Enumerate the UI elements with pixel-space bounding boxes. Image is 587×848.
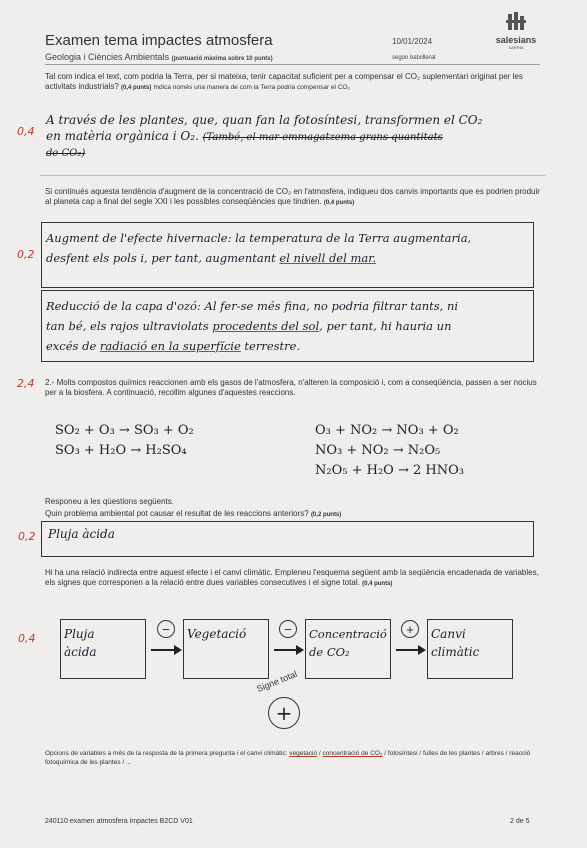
answer-text: tan bé, els rajos ultraviolats	[46, 319, 209, 333]
footer-code: 240110 examen atmosfera impactes B2CD V01	[45, 818, 193, 825]
page-number: 2 de 5	[510, 818, 530, 825]
equation: SO₂ + O₃ → SO₃ + O₂	[55, 423, 194, 438]
exam-date: 10/01/2024	[392, 37, 433, 46]
scheme-box-3-text: Concentració de CO₂	[309, 627, 387, 659]
section-divider	[40, 175, 545, 176]
header-rule	[45, 64, 540, 65]
equation: NO₃ + NO₂ → N₂O₅	[315, 443, 441, 458]
equation: O₃ + NO₂ → NO₃ + O₂	[315, 423, 459, 438]
course: segon batxillerat	[392, 55, 436, 61]
variable-options	[45, 749, 540, 767]
scheme-box-1-text: Pluja àcida	[64, 627, 97, 659]
question-2-points: (0,4 punts)	[323, 200, 355, 206]
sub-answer-text: Pluja àcida	[48, 527, 115, 541]
scheme-box-2-text: Vegetació	[187, 627, 247, 641]
answer-text: , per tant, hi hauria un	[319, 319, 452, 333]
options-intro: Opcions de variables a més de la resposta de la primera pregunta i el canvi climàtic:	[45, 750, 288, 757]
sign-circle-1[interactable]: −	[157, 620, 175, 638]
sub-question-text: Quin problema ambiental pot causar el resultat de les reaccions anteriors?	[45, 509, 309, 518]
question-1	[45, 72, 540, 93]
scheme-arrow	[274, 649, 297, 651]
answer-text: excés de	[46, 339, 97, 353]
question-1-instruction: Indica només una manera de com la Terra podria compensar el CO₂	[153, 84, 351, 91]
logo-subtext: SARRIÀ	[508, 45, 524, 50]
question-2-grade: 0,2	[17, 248, 35, 261]
scheme-arrow	[151, 649, 175, 651]
scheme-arrow-head	[418, 645, 426, 655]
answer-line: Augment de l'efecte hivernacle: la temperatura de la Terra augmentaria,	[46, 231, 472, 245]
total-sign-label: Signe total	[255, 668, 299, 694]
scheme-arrow-head	[174, 645, 182, 655]
answer-text: terrestre.	[244, 339, 301, 353]
question-1-text: Tal com indica el text, com podria la Terra, per si mateixa, tenir capacitat suficient per a compensar el CO₂ suplementari originat per les activitats industrials?	[45, 72, 523, 91]
answer-text: desfent els pols i, per tant, augmentant	[46, 251, 276, 265]
question-4-text: Hi ha una relació indirecta entre aquest efecte i el canvi climàtic. Empleneu l'esquema següent amb la seqüència encadenada de variables, els signes que corresponen a la relació entre dues variables consecutives i el signe total.	[45, 568, 539, 587]
question-4-points: (0,4 punts)	[362, 581, 393, 587]
answer-box-2-text	[46, 296, 458, 356]
answer-line: Reducció de la capa d'ozó: Al fer-se més fina, no podria filtrar tants, ni	[46, 299, 459, 313]
sign-circle-2[interactable]: −	[279, 620, 297, 638]
options-text: / fotosíntesi / fulles de les plantes / arbres / reacció fotoquímica de les plantes / ...	[45, 750, 531, 766]
sub-question	[45, 509, 341, 520]
sub-question-points: (0,2 punts)	[310, 512, 342, 518]
sub-question-grade: 0,2	[18, 530, 36, 543]
subject-line	[45, 52, 273, 62]
sign-circle-3[interactable]: +	[401, 620, 419, 638]
subject-note: (puntuació màxima sobre 10 punts)	[171, 56, 273, 62]
options-underlined: vegetació	[289, 750, 318, 757]
question-3	[45, 378, 540, 398]
equations-left	[55, 423, 194, 463]
struck-text: (També, el mar emmagatzema grans quantitats	[202, 132, 443, 143]
struck-text: de CO₂)	[46, 148, 86, 159]
question-2	[45, 187, 540, 208]
subject: Geologia i Ciències Ambientals	[45, 52, 170, 62]
respond-instruction: Responeu a les qüestions següents.	[45, 497, 174, 506]
underlined-text: radiació en la superfície	[99, 339, 241, 353]
answer-line	[46, 336, 458, 356]
question-1-answer	[46, 112, 546, 162]
underlined-text: el nivell del mar.	[279, 251, 377, 265]
equation: SO₃ + H₂O → H₂SO₄	[55, 443, 187, 458]
question-3-grade: 2,4	[17, 377, 35, 390]
salesians-logo-icon	[505, 12, 527, 32]
answer-line	[46, 316, 458, 336]
question-1-points: (0,4 punts)	[121, 85, 152, 91]
answer-text: en matèria orgànica i O₂.	[46, 129, 199, 143]
school-logo	[492, 12, 540, 50]
question-3-number: 2.-	[45, 378, 55, 387]
question-2-text: Si continués aquesta tendència d'augment de la concentració de CO₂ en l'atmosfera, indiqueu dos canvis importants que es podrien produir al planeta cap a final del segle XXI i les possibles conseqüències que tindrien.	[45, 187, 540, 206]
scheme-arrow	[396, 649, 419, 651]
question-1-grade: 0,4	[17, 125, 35, 138]
question-4-grade: 0,4	[18, 632, 36, 645]
options-text: /	[317, 750, 323, 757]
underlined-text: procedents del sol	[212, 319, 320, 333]
answer-line	[46, 248, 471, 268]
equations-right	[315, 423, 464, 483]
answer-box-1-text	[46, 228, 471, 268]
equation: N₂O₅ + H₂O → 2 HNO₃	[315, 463, 464, 478]
scheme-arrow-head	[296, 645, 304, 655]
answer-line	[46, 128, 546, 146]
page-title: Examen tema impactes atmosfera	[45, 32, 273, 49]
question-4	[45, 568, 540, 589]
answer-line: A través de les plantes, que, quan fan la fotosíntesi, transformen el CO₂	[46, 113, 483, 127]
total-sign-value: +	[275, 701, 293, 725]
options-underlined: concentració de CO₂	[322, 750, 383, 757]
total-sign-circle[interactable]	[268, 697, 300, 729]
question-3-text: Molts compostos químics reaccionen amb els gasos de l'atmosfera, n'alteren la composició i, com a conseqüència, passen a ser nocius per a la biosfera. A continuació, recollim algunes d'aquestes reaccions.	[45, 378, 537, 397]
scheme-box-4-text: Canvi climàtic	[431, 627, 480, 659]
logo-text: salesians	[495, 35, 537, 45]
